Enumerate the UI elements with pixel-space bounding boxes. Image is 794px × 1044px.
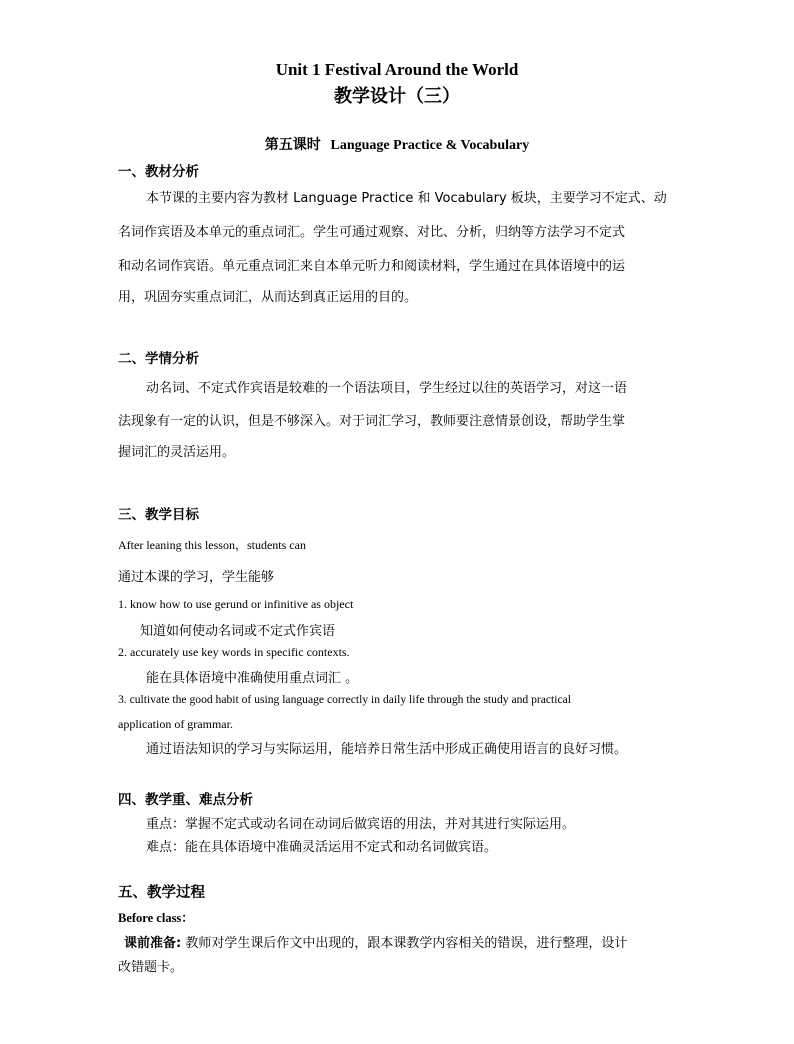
paragraph-line: 动名词、不定式作宾语是较难的一个语法项目，学生经过以往的英语学习，对这一语 [146,381,628,396]
section-heading-materials: 一、教材分析 [118,164,199,180]
paragraph-line: 法现象有一定的认识，但是不够深入。对于词汇学习，教师要注意情景创设，帮助学生掌 [118,414,626,429]
prep-text-continued: 改错题卡。 [118,960,184,975]
objective-1-en: 1. know how to use gerund or infinitive as object [118,597,354,611]
objective-1-cn: 知道如何使动名词或不定式作宾语 [140,624,336,639]
before-class-label: Before class： [118,911,194,925]
paragraph-line: 本节课的主要内容为教材 Language Practice 和 Vocabulary 板块，主要学习不定式、动 [146,191,667,206]
paragraph-line: 和动名词作宾语。单元重点词汇来自本单元听力和阅读材料，学生通过在具体语境中的运 [118,259,626,274]
section-heading-process: 五、教学过程 [118,885,205,901]
prep-label: 课前准备: [124,936,182,951]
paragraph-line: 用，巩固夯实重点词汇，从而达到真正运用的目的。 [118,290,418,305]
paragraph-line: 名词作宾语及本单元的重点词汇。学生可通过观察、对比、分析，归纳等方法学习不定式 [118,225,626,240]
paragraph-line: 握词汇的灵活运用。 [118,445,236,460]
document-title-en: Unit 1 Festival Around the World [275,60,519,79]
objectives-intro-en: After leaning this lesson，students can [118,538,306,552]
objective-3-en-line1: 3. cultivate the good habit of using language correctly in daily life through the study and practical [118,693,571,706]
section-heading-key-points: 四、教学重、难点分析 [118,792,253,808]
key-point-text: 重点：掌握不定式或动名词在动词后做宾语的用法，并对其进行实际运用。 [146,817,576,832]
section-heading-learners: 二、学情分析 [118,351,199,367]
lesson-title [0,134,794,154]
section-heading-objectives: 三、教学目标 [118,507,199,523]
lesson-title-cn: 第五课时 [264,137,321,153]
objective-3-en-line2: application of grammar. [118,717,233,731]
document-title-cn: 教学设计（三） [334,86,460,107]
prep-text: 教师对学生课后作文中出现的，跟本课教学内容相关的错误，进行整理，设计 [181,936,628,951]
objective-3-cn: 通过语法知识的学习与实际运用，能培养日常生活中形成正确使用语言的良好习惯。 [146,742,628,757]
objectives-intro-cn: 通过本课的学习，学生能够 [118,570,275,585]
objective-2-cn: 能在具体语境中准确使用重点词汇 。 [146,671,359,686]
prep-line [124,932,627,951]
lesson-title-en: Language Practice & Vocabulary [330,138,530,153]
difficulty-text: 难点：能在具体语境中准确灵活运用不定式和动名词做宾语。 [146,840,498,855]
objective-2-en: 2. accurately use key words in specific contexts. [118,645,350,659]
